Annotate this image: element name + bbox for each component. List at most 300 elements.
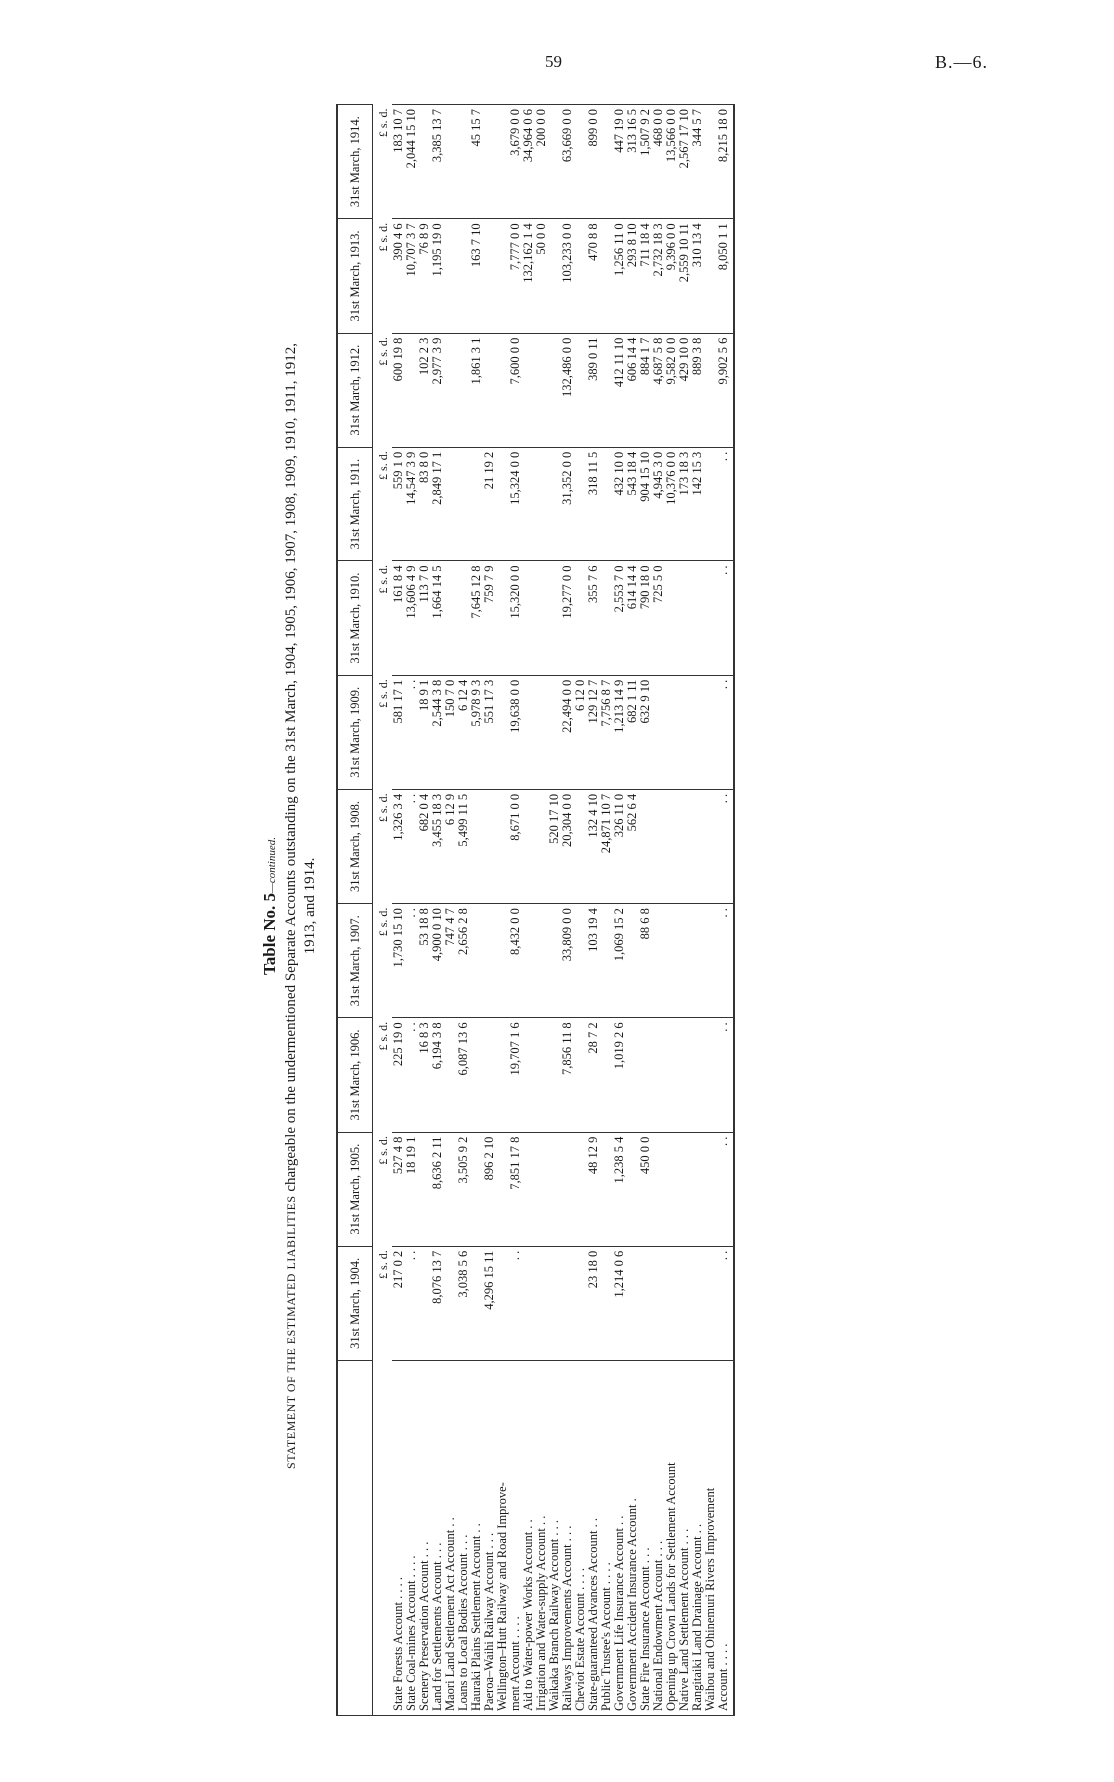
amount-cell	[522, 561, 535, 675]
amount-cell: . .	[405, 1018, 418, 1132]
amount-cell	[444, 219, 457, 333]
amount-cell: 606 14 4	[626, 333, 639, 447]
amount-cell: 103,233 0 0	[561, 219, 574, 333]
table-row	[587, 105, 600, 1716]
account-name: Land for Settlements Account . . .	[431, 1361, 444, 1716]
amount-cell	[561, 1246, 574, 1360]
amount-cell: 200 0 0	[535, 105, 548, 219]
amount-cell: 896 2 10	[483, 1132, 496, 1246]
amount-cell	[522, 1246, 535, 1360]
amount-cell	[691, 904, 704, 1018]
amount-cell: 9,902 5 6	[717, 333, 734, 447]
amount-cell	[522, 675, 535, 789]
amount-cell	[483, 1018, 496, 1132]
statement-prefix: STATEMENT OF THE ESTIMATED LIABILITIES	[284, 1195, 298, 1469]
amount-cell: 8,215 18 0	[717, 105, 734, 219]
amount-cell	[535, 561, 548, 675]
header-row	[337, 105, 373, 1716]
table-row	[470, 105, 483, 1716]
amount-cell: 19,707 1 6	[509, 1018, 522, 1132]
amount-cell: 34,964 0 6	[522, 105, 535, 219]
account-name: Cheviot Estate Account . . . .	[574, 1361, 587, 1716]
amount-cell: 429 10 0	[678, 333, 691, 447]
amount-cell	[639, 1246, 652, 1360]
amount-cell: 132,486 0 0	[561, 333, 574, 447]
amount-cell: 8,636 2 11	[431, 1132, 444, 1246]
amount-cell: 6 12 4	[457, 675, 470, 789]
amount-cell: 326 11 0	[613, 789, 626, 903]
amount-cell	[665, 561, 678, 675]
amount-cell: 468 0 0	[652, 105, 665, 219]
amount-cell: 3,505 9 2	[457, 1132, 470, 1246]
account-name: Native Land Settlement Account . . .	[678, 1361, 691, 1716]
amount-cell: . .	[717, 675, 734, 789]
amount-cell: 183 10 7	[392, 105, 405, 219]
account-name: Waikaka Branch Railway Account . . .	[548, 1361, 561, 1716]
amount-cell: . .	[717, 789, 734, 903]
liabilities-table	[336, 104, 735, 1716]
amount-cell	[522, 904, 535, 1018]
account-name: State-guaranteed Advances Account . .	[587, 1361, 600, 1716]
amount-cell: 113 7 0	[418, 561, 431, 675]
amount-cell: 1,195 19 0	[431, 219, 444, 333]
amount-cell	[704, 904, 717, 1018]
amount-cell	[678, 789, 691, 903]
amount-cell: 15,324 0 0	[509, 447, 522, 561]
account-name: State Coal-mines Account . . . .	[405, 1361, 418, 1716]
amount-cell: 884 1 7	[639, 333, 652, 447]
header-column: 31st March, 1911.	[337, 447, 373, 561]
amount-cell: . .	[717, 1132, 734, 1246]
amount-cell	[470, 789, 483, 903]
amount-cell: 520 17 10	[548, 789, 561, 903]
amount-cell: 88 6 8	[639, 904, 652, 1018]
unit-cell: £ s. d.	[376, 337, 390, 366]
amount-cell	[483, 105, 496, 219]
amount-cell: 725 5 0	[652, 561, 665, 675]
amount-cell	[535, 904, 548, 1018]
page-number: 59	[545, 52, 562, 71]
amount-cell: 313 16 5	[626, 105, 639, 219]
amount-cell: 632 9 10	[639, 675, 652, 789]
account-name: Waihou and Ohinemuri Rivers Improvement	[704, 1361, 717, 1716]
amount-cell	[665, 1246, 678, 1360]
amount-cell: 7,851 17 8	[509, 1132, 522, 1246]
amount-cell	[639, 789, 652, 903]
amount-cell: . .	[405, 675, 418, 789]
account-name: Wellington–Hutt Railway and Road Improve-	[496, 1361, 509, 1716]
amount-cell	[626, 1246, 639, 1360]
amount-cell: 225 19 0	[392, 1018, 405, 1132]
amount-cell: 2,849 17 1	[431, 447, 444, 561]
amount-cell: 293 8 10	[626, 219, 639, 333]
amount-cell: 711 18 4	[639, 219, 652, 333]
amount-cell: 53 18 8	[418, 904, 431, 1018]
account-name: State Fire Insurance Account . . .	[639, 1361, 652, 1716]
amount-cell: 2,567 17 10	[678, 105, 691, 219]
table-row	[561, 105, 574, 1716]
amount-cell	[691, 1246, 704, 1360]
header-column: 31st March, 1905.	[337, 1132, 373, 1246]
account-name: Rangitaiki Land Drainage Account . .	[691, 1361, 704, 1716]
account-name: Account . . . .	[717, 1361, 734, 1716]
amount-cell	[678, 675, 691, 789]
amount-cell: 7,756 8 7	[600, 675, 613, 789]
amount-cell: 5,499 11 5	[457, 789, 470, 903]
table-row	[522, 105, 535, 1716]
amount-cell: 562 6 4	[626, 789, 639, 903]
amount-cell: 31,352 0 0	[561, 447, 574, 561]
amount-cell: 132 4 10	[587, 789, 600, 903]
account-name: Loans to Local Bodies Account . . .	[457, 1361, 470, 1716]
amount-cell: 9,582 0 0	[665, 333, 678, 447]
amount-cell: 18 19 1	[405, 1132, 418, 1246]
header-column: 31st March, 1904.	[337, 1246, 373, 1360]
amount-cell	[652, 789, 665, 903]
amount-cell	[639, 1018, 652, 1132]
amount-cell	[535, 1018, 548, 1132]
amount-cell: 581 17 1	[392, 675, 405, 789]
amount-cell: 24,871 10 7	[600, 789, 613, 903]
amount-cell: 389 0 11	[587, 333, 600, 447]
table-continued: —continued.	[266, 837, 278, 893]
amount-cell: . .	[717, 1246, 734, 1360]
amount-cell	[444, 105, 457, 219]
header-column: 31st March, 1908.	[337, 789, 373, 903]
account-name: National Endowment Account . . .	[652, 1361, 665, 1716]
amount-cell: 447 19 0	[613, 105, 626, 219]
account-name: Aid to Water-power Works Account . .	[522, 1361, 535, 1716]
unit-cell: £ s. d.	[376, 679, 390, 708]
amount-cell: 1,664 14 5	[431, 561, 444, 675]
amount-cell	[652, 675, 665, 789]
amount-cell: 7,645 12 8	[470, 561, 483, 675]
page-code: B.—6.	[935, 52, 989, 72]
amount-cell: 1,507 9 2	[639, 105, 652, 219]
amount-cell: 543 18 4	[626, 447, 639, 561]
amount-cell	[470, 1018, 483, 1132]
amount-cell	[483, 219, 496, 333]
amount-cell	[483, 904, 496, 1018]
amount-cell: . .	[717, 904, 734, 1018]
amount-cell: 470 8 8	[587, 219, 600, 333]
amount-cell	[704, 1246, 717, 1360]
amount-cell: 7,777 0 0	[509, 219, 522, 333]
amount-cell	[535, 675, 548, 789]
amount-cell: 23 18 0	[587, 1246, 600, 1360]
amount-cell	[652, 904, 665, 1018]
amount-cell	[522, 1132, 535, 1246]
amount-cell: 10,376 0 0	[665, 447, 678, 561]
amount-cell: 173 18 3	[678, 447, 691, 561]
amount-cell: 9,396 0 0	[665, 219, 678, 333]
amount-cell: 412 11 10	[613, 333, 626, 447]
amount-cell: 13,606 4 9	[405, 561, 418, 675]
amount-cell: . .	[509, 1246, 522, 1360]
amount-cell: 4,687 5 8	[652, 333, 665, 447]
amount-cell: 747 4 7	[444, 904, 457, 1018]
account-name: Hauraki Plains Settlement Account . .	[470, 1361, 483, 1716]
unit-cell: £ s. d.	[376, 1250, 390, 1279]
amount-cell: 310 13 4	[691, 219, 704, 333]
amount-cell: 7,856 11 8	[561, 1018, 574, 1132]
amount-cell: 16 8 3	[418, 1018, 431, 1132]
amount-cell	[522, 447, 535, 561]
amount-cell: 45 15 7	[470, 105, 483, 219]
amount-cell: 682 1 11	[626, 675, 639, 789]
account-name: Railways Improvements Account . . .	[561, 1361, 574, 1716]
amount-cell: 1,238 5 4	[613, 1132, 626, 1246]
amount-cell: 6,087 13 6	[457, 1018, 470, 1132]
amount-cell: . .	[405, 789, 418, 903]
table-row	[691, 105, 704, 1716]
table-body	[373, 105, 735, 1716]
header-account	[337, 1361, 373, 1716]
header-column: 31st March, 1910.	[337, 561, 373, 675]
account-name: Opening up Crown Lands for Settlement Account	[665, 1361, 678, 1716]
amount-cell	[665, 789, 678, 903]
amount-cell	[470, 904, 483, 1018]
amount-cell: 2,544 3 8	[431, 675, 444, 789]
header-column: 31st March, 1909.	[337, 675, 373, 789]
amount-cell: 163 7 10	[470, 219, 483, 333]
amount-cell: 2,732 18 3	[652, 219, 665, 333]
amount-cell: 129 12 7	[587, 675, 600, 789]
amount-cell	[522, 333, 535, 447]
amount-cell	[444, 561, 457, 675]
table-row	[717, 105, 734, 1716]
table-row	[483, 105, 496, 1716]
unit-label-cell	[373, 1361, 393, 1716]
amount-cell: 8,671 0 0	[509, 789, 522, 903]
amount-cell	[535, 1246, 548, 1360]
amount-cell: 4,945 3 0	[652, 447, 665, 561]
amount-cell: 28 7 2	[587, 1018, 600, 1132]
account-name: Public Trustee's Account . . . .	[600, 1361, 613, 1716]
amount-cell: 150 7 0	[444, 675, 457, 789]
amount-cell: 904 15 10	[639, 447, 652, 561]
amount-cell: 6,194 3 8	[431, 1018, 444, 1132]
amount-cell: 19,638 0 0	[509, 675, 522, 789]
amount-cell: 450 0 0	[639, 1132, 652, 1246]
amount-cell	[665, 1018, 678, 1132]
account-name: Paeroa–Waihi Railway Account . . .	[483, 1361, 496, 1716]
amount-cell: 217 0 2	[392, 1246, 405, 1360]
amount-cell	[704, 789, 717, 903]
unit-cell: £ s. d.	[376, 564, 390, 594]
amount-cell: 344 5 7	[691, 105, 704, 219]
amount-cell	[535, 333, 548, 447]
amount-cell: 76 8 9	[418, 219, 431, 333]
amount-cell: 551 17 3	[483, 675, 496, 789]
amount-cell: 2,559 10 11	[678, 219, 691, 333]
amount-cell	[704, 447, 717, 561]
amount-cell: 3,038 5 6	[457, 1246, 470, 1360]
account-name: Government Life Insurance Account . .	[613, 1361, 626, 1716]
amount-cell: 83 8 0	[418, 447, 431, 561]
amount-cell	[522, 789, 535, 903]
amount-cell	[691, 789, 704, 903]
unit-cell: £ s. d.	[376, 451, 390, 480]
amount-cell	[704, 1018, 717, 1132]
amount-cell: 4,900 0 10	[431, 904, 444, 1018]
amount-cell: 1,730 15 10	[392, 904, 405, 1018]
amount-cell: 790 18 0	[639, 561, 652, 675]
amount-cell	[496, 1246, 509, 1360]
amount-cell	[626, 1018, 639, 1132]
amount-cell: 7,600 0 0	[509, 333, 522, 447]
amount-cell: 600 19 8	[392, 333, 405, 447]
amount-cell	[665, 1132, 678, 1246]
amount-cell: 559 1 0	[392, 447, 405, 561]
amount-cell: 2,044 15 10	[405, 105, 418, 219]
header-column: 31st March, 1907.	[337, 904, 373, 1018]
account-name: State Forests Account . . . .	[392, 1361, 405, 1716]
amount-cell: 103 19 4	[587, 904, 600, 1018]
amount-cell	[561, 1132, 574, 1246]
amount-cell: 2,553 7 0	[613, 561, 626, 675]
unit-cell: £ s. d.	[376, 907, 390, 937]
unit-row	[373, 105, 393, 1716]
amount-cell: 8,432 0 0	[509, 904, 522, 1018]
amount-cell: 1,861 3 1	[470, 333, 483, 447]
statement-line2: 1913, and 1914.	[302, 857, 318, 955]
amount-cell: 22,494 0 0	[561, 675, 574, 789]
amount-cell: 3,679 0 0	[509, 105, 522, 219]
table-row	[509, 105, 522, 1716]
amount-cell: 142 15 3	[691, 447, 704, 561]
amount-cell: 614 14 4	[626, 561, 639, 675]
amount-cell: 102 2 3	[418, 333, 431, 447]
header-column: 31st March, 1914.	[337, 105, 373, 219]
amount-cell	[678, 1132, 691, 1246]
amount-cell	[691, 561, 704, 675]
amount-cell: . .	[405, 904, 418, 1018]
rotated-table-sheet	[260, 96, 880, 1716]
amount-cell	[444, 447, 457, 561]
amount-cell	[483, 333, 496, 447]
unit-cell: £ s. d.	[376, 108, 390, 138]
amount-cell: 2,977 3 9	[431, 333, 444, 447]
amount-cell	[704, 1132, 717, 1246]
amount-cell: 50 0 0	[535, 219, 548, 333]
amount-cell	[548, 1246, 561, 1360]
table-title	[260, 96, 280, 1716]
amount-cell	[652, 1132, 665, 1246]
amount-cell	[535, 1132, 548, 1246]
amount-cell	[665, 904, 678, 1018]
amount-cell: . .	[717, 1018, 734, 1132]
amount-cell: 390 4 6	[392, 219, 405, 333]
account-name: Scenery Preservation Account . . .	[418, 1361, 431, 1716]
amount-cell: 5,978 9 3	[470, 675, 483, 789]
header-column: 31st March, 1912.	[337, 333, 373, 447]
account-name: Maori Land Settlement Act Account . .	[444, 1361, 457, 1716]
amount-cell	[678, 561, 691, 675]
amount-cell: 1,069 15 2	[613, 904, 626, 1018]
amount-cell	[704, 561, 717, 675]
amount-cell	[704, 675, 717, 789]
amount-cell: 21 19 2	[483, 447, 496, 561]
amount-cell: 6 12 0	[574, 675, 587, 789]
account-name: ment Account . . . .	[509, 1361, 522, 1716]
account-name: Government Accident Insurance Account .	[626, 1361, 639, 1716]
amount-cell: 33,809 0 0	[561, 904, 574, 1018]
amount-cell	[691, 1018, 704, 1132]
amount-cell: 889 3 8	[691, 333, 704, 447]
amount-cell: 132,162 1 4	[522, 219, 535, 333]
amount-cell: 3,385 13 7	[431, 105, 444, 219]
amount-cell	[444, 333, 457, 447]
amount-cell: 1,256 11 0	[613, 219, 626, 333]
amount-cell: 682 0 4	[418, 789, 431, 903]
unit-cell: £ s. d.	[376, 793, 390, 823]
amount-cell	[678, 1018, 691, 1132]
amount-cell: 1,326 3 4	[392, 789, 405, 903]
amount-cell	[691, 675, 704, 789]
unit-cell: £ s. d.	[376, 1021, 390, 1051]
amount-cell: 2,656 2 8	[457, 904, 470, 1018]
amount-cell: . .	[717, 447, 734, 561]
amount-cell: 8,050 1 1	[717, 219, 734, 333]
header-column: 31st March, 1906.	[337, 1018, 373, 1132]
amount-cell: 8,076 13 7	[431, 1246, 444, 1360]
amount-cell	[665, 675, 678, 789]
amount-cell: 355 7 6	[587, 561, 600, 675]
amount-cell	[483, 789, 496, 903]
amount-cell: . .	[405, 1246, 418, 1360]
amount-cell	[548, 1132, 561, 1246]
amount-cell	[522, 1018, 535, 1132]
amount-cell: 10,707 3 7	[405, 219, 418, 333]
amount-cell	[535, 447, 548, 561]
amount-cell: 1,019 2 6	[613, 1018, 626, 1132]
amount-cell: 899 0 0	[587, 105, 600, 219]
amount-cell: 1,213 14 9	[613, 675, 626, 789]
amount-cell: 19,277 0 0	[561, 561, 574, 675]
amount-cell: 4,296 15 11	[483, 1246, 496, 1360]
amount-cell: 48 12 9	[587, 1132, 600, 1246]
table-row	[535, 105, 548, 1716]
amount-cell: 432 10 0	[613, 447, 626, 561]
amount-cell	[678, 1246, 691, 1360]
table-number: Table No. 5	[260, 892, 279, 975]
amount-cell: 3,455 18 3	[431, 789, 444, 903]
account-name: Irrigation and Water-supply Account . .	[535, 1361, 548, 1716]
unit-cell: £ s. d.	[376, 222, 390, 252]
header-column: 31st March, 1913.	[337, 219, 373, 333]
amount-cell: 6 12 9	[444, 789, 457, 903]
table-statement	[282, 96, 320, 1716]
amount-cell: 318 11 5	[587, 447, 600, 561]
statement-rest: chargeable on the undermentioned Separate Accounts outstanding on the 31st March, 1904, 1905, 1906, 1907, 1908, 1909, 1910, 1911, 1912,	[283, 343, 299, 1192]
amount-cell: 15,320 0 0	[509, 561, 522, 675]
amount-cell: 63,669 0 0	[561, 105, 574, 219]
amount-cell	[678, 904, 691, 1018]
amount-cell: 161 8 4	[392, 561, 405, 675]
amount-cell: 18 9 1	[418, 675, 431, 789]
amount-cell: . .	[717, 561, 734, 675]
amount-cell	[691, 1132, 704, 1246]
amount-cell: 20,304 0 0	[561, 789, 574, 903]
amount-cell: 527 4 8	[392, 1132, 405, 1246]
amount-cell: 1,214 0 6	[613, 1246, 626, 1360]
amount-cell	[652, 1018, 665, 1132]
amount-cell	[457, 447, 470, 561]
amount-cell: 14,547 3 9	[405, 447, 418, 561]
unit-cell: £ s. d.	[376, 1136, 390, 1165]
amount-cell: 13,566 0 0	[665, 105, 678, 219]
